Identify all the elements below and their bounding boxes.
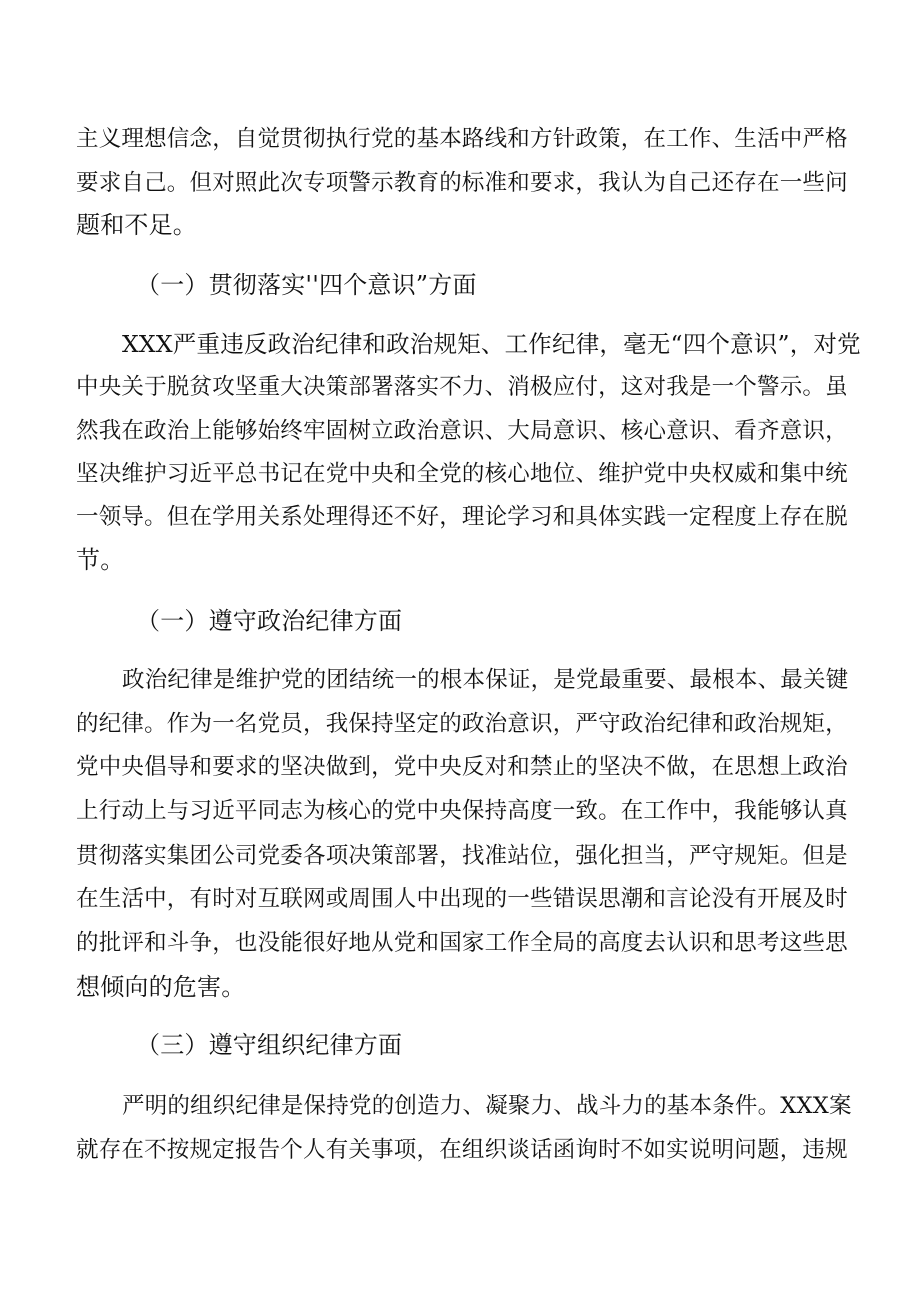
body-text-line: 上行动上与习近平同志为核心的党中央保持高度一致。在工作中，我能够认真 [76, 798, 848, 824]
body-text-line: 一领导。但在学用关系处理得还不好，理论学习和具体实践一定程度上存在脱 [76, 504, 848, 530]
body-text-line: XXX严重违反政治纪律和政治规矩、工作纪律，毫无“四个意识”，对党 [122, 330, 861, 358]
body-text-line: 题和不足。 [76, 211, 197, 239]
body-text-line: 政治纪律是维护党的团结统一的根本保证，是党最重要、最根本、最关键 [122, 667, 849, 693]
body-text-line: 就存在不按规定报告个人有关事项，在组织谈话函询时不如实说明问题，违规 [76, 1137, 848, 1163]
section-heading: （一）遵守政治纪律方面 [136, 607, 403, 635]
body-text-line: 坚决维护习近平总书记在党中央和全党的核心地位、维护党中央权威和集中统 [76, 461, 848, 487]
body-text-line: 党中央倡导和要求的坚决做到，党中央反对和禁止的坚决不做，在思想上政治 [76, 754, 848, 780]
body-text-line: 中央关于脱贫攻坚重大决策部署落实不力、消极应付，这对我是一个警示。虽 [76, 374, 848, 400]
body-text-line: 的批评和斗争，也没能很好地从党和国家工作全局的高度去认识和思考这些思 [76, 930, 848, 956]
body-text-line: 想倾向的危害。 [76, 973, 246, 1001]
section-heading: （一）贯彻落实''四个意识”方面 [136, 271, 477, 299]
body-text-line: 主义理想信念，自觉贯彻执行党的基本路线和方针政策，在工作、生活中严格 [76, 126, 848, 152]
body-text-line: 的纪律。作为一名党员，我保持坚定的政治意识，严守政治纪律和政治规矩， [76, 711, 848, 737]
body-text-line: 要求自己。但对照此次专项警示教育的标准和要求，我认为自己还存在一些问 [76, 170, 848, 196]
body-text-line: 节。 [76, 546, 125, 574]
section-heading: （三）遵守组织纪律方面 [136, 1031, 403, 1059]
body-text-line: 在生活中，有时对互联网或周围人中出现的一些错误思潮和言论没有开展及时 [76, 886, 848, 912]
body-text-line: 贯彻落实集团公司党委各项决策部署，找准站位，强化担当，严守规矩。但是 [76, 843, 848, 869]
body-text-line: 然我在政治上能够始终牢固树立政治意识、大局意识、核心意识、看齐意识， [76, 418, 848, 444]
body-text-line: 严明的组织纪律是保持党的创造力、凝聚力、战斗力的基本条件。XXX案 [122, 1093, 852, 1119]
